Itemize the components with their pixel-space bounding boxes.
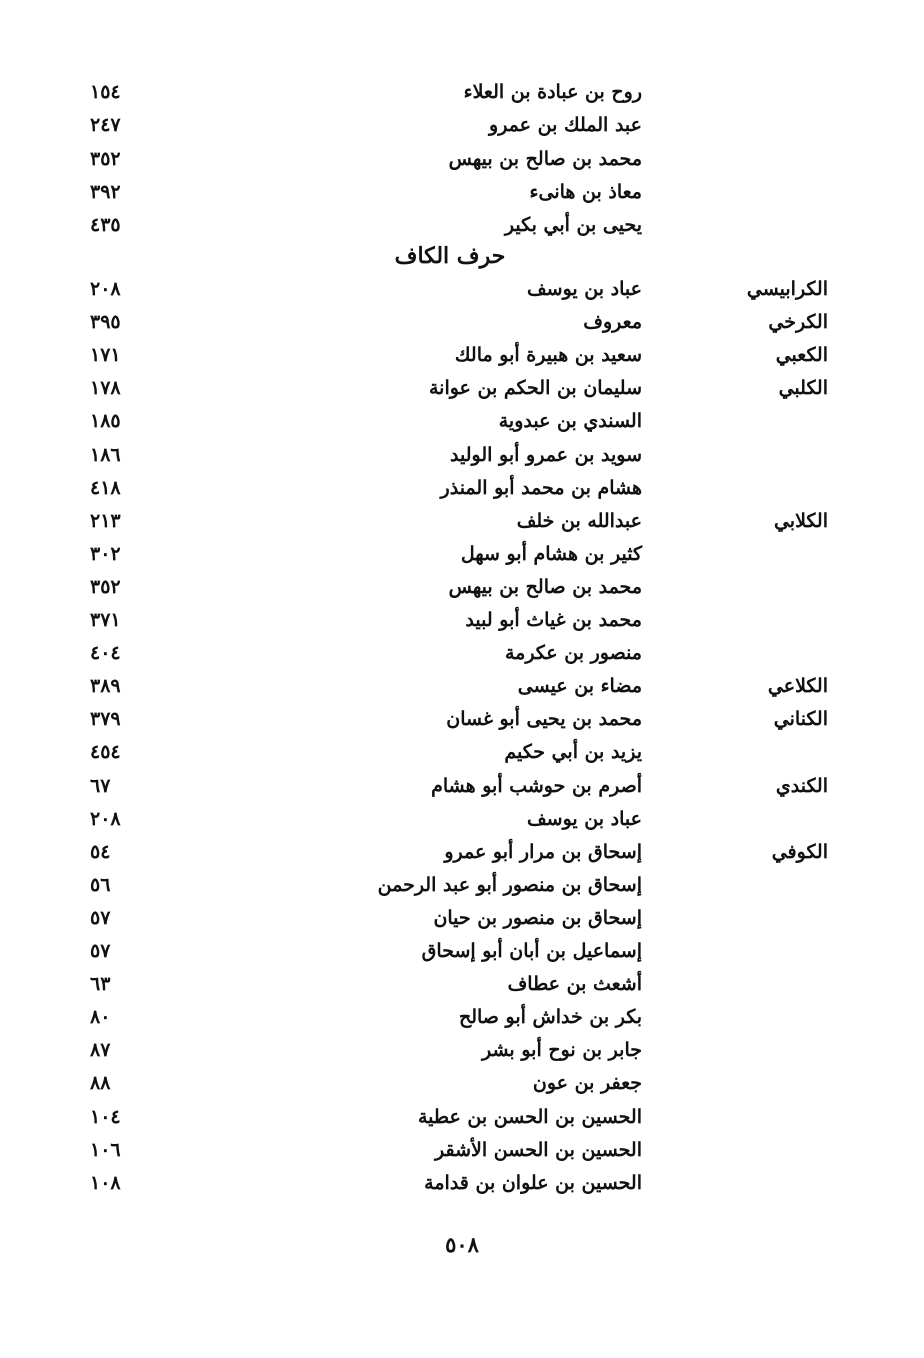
- entry-name: الحسين بن الحسن الأشقر: [435, 1138, 642, 1161]
- section-heading: حرف الكاف: [394, 243, 506, 269]
- entry-page-ref: ٥٧: [90, 906, 111, 929]
- index-entry-row: [0, 405, 924, 438]
- entry-page-ref: ١٠٨: [90, 1171, 121, 1194]
- entry-name: إسماعيل بن أبان أبو إسحاق: [421, 940, 642, 962]
- index-entry-row: [0, 1034, 924, 1067]
- index-entry-row: [0, 968, 924, 1001]
- entry-name: مضاء بن عيسى: [517, 675, 642, 698]
- index-entry-row: [0, 770, 924, 803]
- entry-name: منصور بن عكرمة: [504, 642, 642, 665]
- entry-page-ref: ١٨٦: [90, 443, 121, 466]
- entry-name: الحسين بن علوان بن قدامة: [424, 1171, 642, 1194]
- entry-page-ref: ٢٠٨: [90, 807, 121, 830]
- entry-nisba: الكرابيسي: [746, 278, 828, 300]
- entry-name: الحسين بن الحسن بن عطية: [417, 1105, 642, 1128]
- entry-page-ref: ٥٦: [90, 873, 111, 896]
- entry-page-ref: ٣٥٢: [90, 147, 121, 170]
- entry-name: محمد بن يحيى أبو غسان: [446, 708, 642, 731]
- index-entry-row: [0, 1067, 924, 1100]
- entry-page-ref: ٨٨: [90, 1072, 111, 1095]
- entry-page-ref: ٣٩٥: [90, 311, 121, 334]
- index-entry-row: [0, 372, 924, 405]
- entry-nisba: الكرخي: [768, 311, 828, 334]
- entry-name: عبد الملك بن عمرو: [489, 114, 642, 137]
- entry-name: محمد بن غياث أبو لبيد: [465, 609, 642, 631]
- entry-name: هشام بن محمد أبو المنذر: [440, 476, 642, 499]
- index-entry-row: [0, 1101, 924, 1134]
- entry-page-ref: ٤٥٤: [90, 741, 121, 764]
- entry-name: محمد بن صالح بن بيهس: [448, 147, 642, 170]
- index-entry-row: [0, 803, 924, 836]
- entry-nisba: الكلابي: [773, 509, 828, 532]
- entry-page-ref: ٣٥٢: [90, 575, 121, 598]
- entry-page-ref: ١٨٥: [90, 410, 121, 433]
- entry-name: جعفر بن عون: [532, 1072, 642, 1095]
- entry-name: سويد بن عمرو أبو الوليد: [450, 443, 642, 466]
- entry-page-ref: ٣٠٢: [90, 542, 121, 565]
- index-entry-row: [0, 736, 924, 769]
- entry-page-ref: ٣٨٩: [90, 675, 121, 698]
- entry-page-ref: ٢١٣: [90, 509, 121, 532]
- entry-name: بكر بن خداش أبو صالح: [458, 1006, 642, 1029]
- page-number: ٥٠٨: [445, 1232, 479, 1257]
- entry-page-ref: ٦٧: [90, 774, 111, 797]
- index-entry-row: [0, 143, 924, 176]
- entry-page-ref: ١٧١: [90, 344, 121, 367]
- index-entry-row: [0, 505, 924, 538]
- index-entry-row: [0, 571, 924, 604]
- index-entry-row: [0, 109, 924, 142]
- entry-name: سعيد بن هبيرة أبو مالك: [454, 344, 642, 367]
- index-entry-row: [0, 306, 924, 339]
- entry-name: عباد بن يوسف: [527, 278, 642, 300]
- index-entry-row: [0, 1001, 924, 1034]
- index-entry-row: [0, 1134, 924, 1167]
- entry-name: أشعث بن عطاف: [507, 973, 642, 996]
- entry-page-ref: ٨٧: [90, 1039, 111, 1062]
- entry-name: عبدالله بن خلف: [516, 509, 642, 532]
- entry-nisba: الكوفي: [771, 840, 828, 863]
- entry-page-ref: ٤٠٤: [90, 642, 121, 665]
- index-entry-row: [0, 439, 924, 472]
- index-entry-row: [0, 604, 924, 637]
- entry-nisba: الكلاعي: [767, 675, 828, 698]
- entry-page-ref: ٤٣٥: [90, 214, 121, 237]
- entry-name: إسحاق بن منصور بن حيان: [433, 906, 642, 929]
- entry-name: يحيى بن أبي بكير: [504, 214, 642, 237]
- index-entry-row: [0, 176, 924, 209]
- entry-name: السندي بن عبدوية: [498, 410, 642, 433]
- entry-page-ref: ٥٧: [90, 940, 111, 962]
- entry-nisba: الكندي: [775, 774, 828, 797]
- index-entry-row: [0, 273, 924, 306]
- entry-name: روح بن عبادة بن العلاء: [463, 81, 642, 103]
- entry-page-ref: ٤١٨: [90, 476, 121, 499]
- index-entry-row: [0, 339, 924, 372]
- entry-page-ref: ٢٤٧: [90, 114, 121, 137]
- entry-name: جابر بن نوح أبو بشر: [482, 1039, 642, 1062]
- entry-page-ref: ١٥٤: [90, 81, 121, 103]
- index-entry-row: [0, 209, 924, 242]
- index-entry-row: [0, 472, 924, 505]
- entry-page-ref: ١٧٨: [90, 377, 121, 400]
- entry-name: يزيد بن أبي حكيم: [504, 741, 642, 764]
- index-entry-row: [0, 1167, 924, 1200]
- entry-name: إسحاق بن مرار أبو عمرو: [444, 840, 642, 863]
- entry-page-ref: ٨٠: [90, 1006, 111, 1029]
- index-entry-row: [0, 869, 924, 902]
- index-entry-row: [0, 703, 924, 736]
- entry-page-ref: ٣٧١: [90, 609, 121, 631]
- entry-page-ref: ١٠٦: [90, 1138, 121, 1161]
- entry-name: كثير بن هشام أبو سهل: [460, 542, 642, 565]
- index-entry-row: [0, 538, 924, 571]
- entry-page-ref: ٣٧٩: [90, 708, 121, 731]
- entry-name: معروف: [583, 311, 642, 334]
- index-entry-row: [0, 836, 924, 869]
- entry-name: عباد بن يوسف: [527, 807, 642, 830]
- index-entry-row: [0, 670, 924, 703]
- entry-name: محمد بن صالح بن بيهس: [448, 575, 642, 598]
- entry-name: أصرم بن حوشب أبو هشام: [431, 774, 642, 797]
- entry-nisba: الكعبي: [775, 344, 828, 367]
- index-entry-row: [0, 637, 924, 670]
- entry-page-ref: ١٠٤: [90, 1105, 121, 1128]
- entry-page-ref: ٦٣: [90, 973, 111, 996]
- index-entry-row: [0, 935, 924, 968]
- index-entry-row: [0, 902, 924, 935]
- entry-nisba: الكناني: [773, 708, 828, 731]
- entry-page-ref: ٢٠٨: [90, 278, 121, 300]
- entry-nisba: الكلبي: [778, 377, 828, 400]
- entry-name: سليمان بن الحكم بن عوانة: [428, 377, 642, 400]
- entry-name: معاذ بن هانىء: [529, 180, 642, 203]
- index-entry-row: [0, 76, 924, 109]
- entry-page-ref: ٥٤: [90, 840, 111, 863]
- entry-name: إسحاق بن منصور أبو عبد الرحمن: [377, 873, 642, 896]
- entry-page-ref: ٣٩٢: [90, 180, 121, 203]
